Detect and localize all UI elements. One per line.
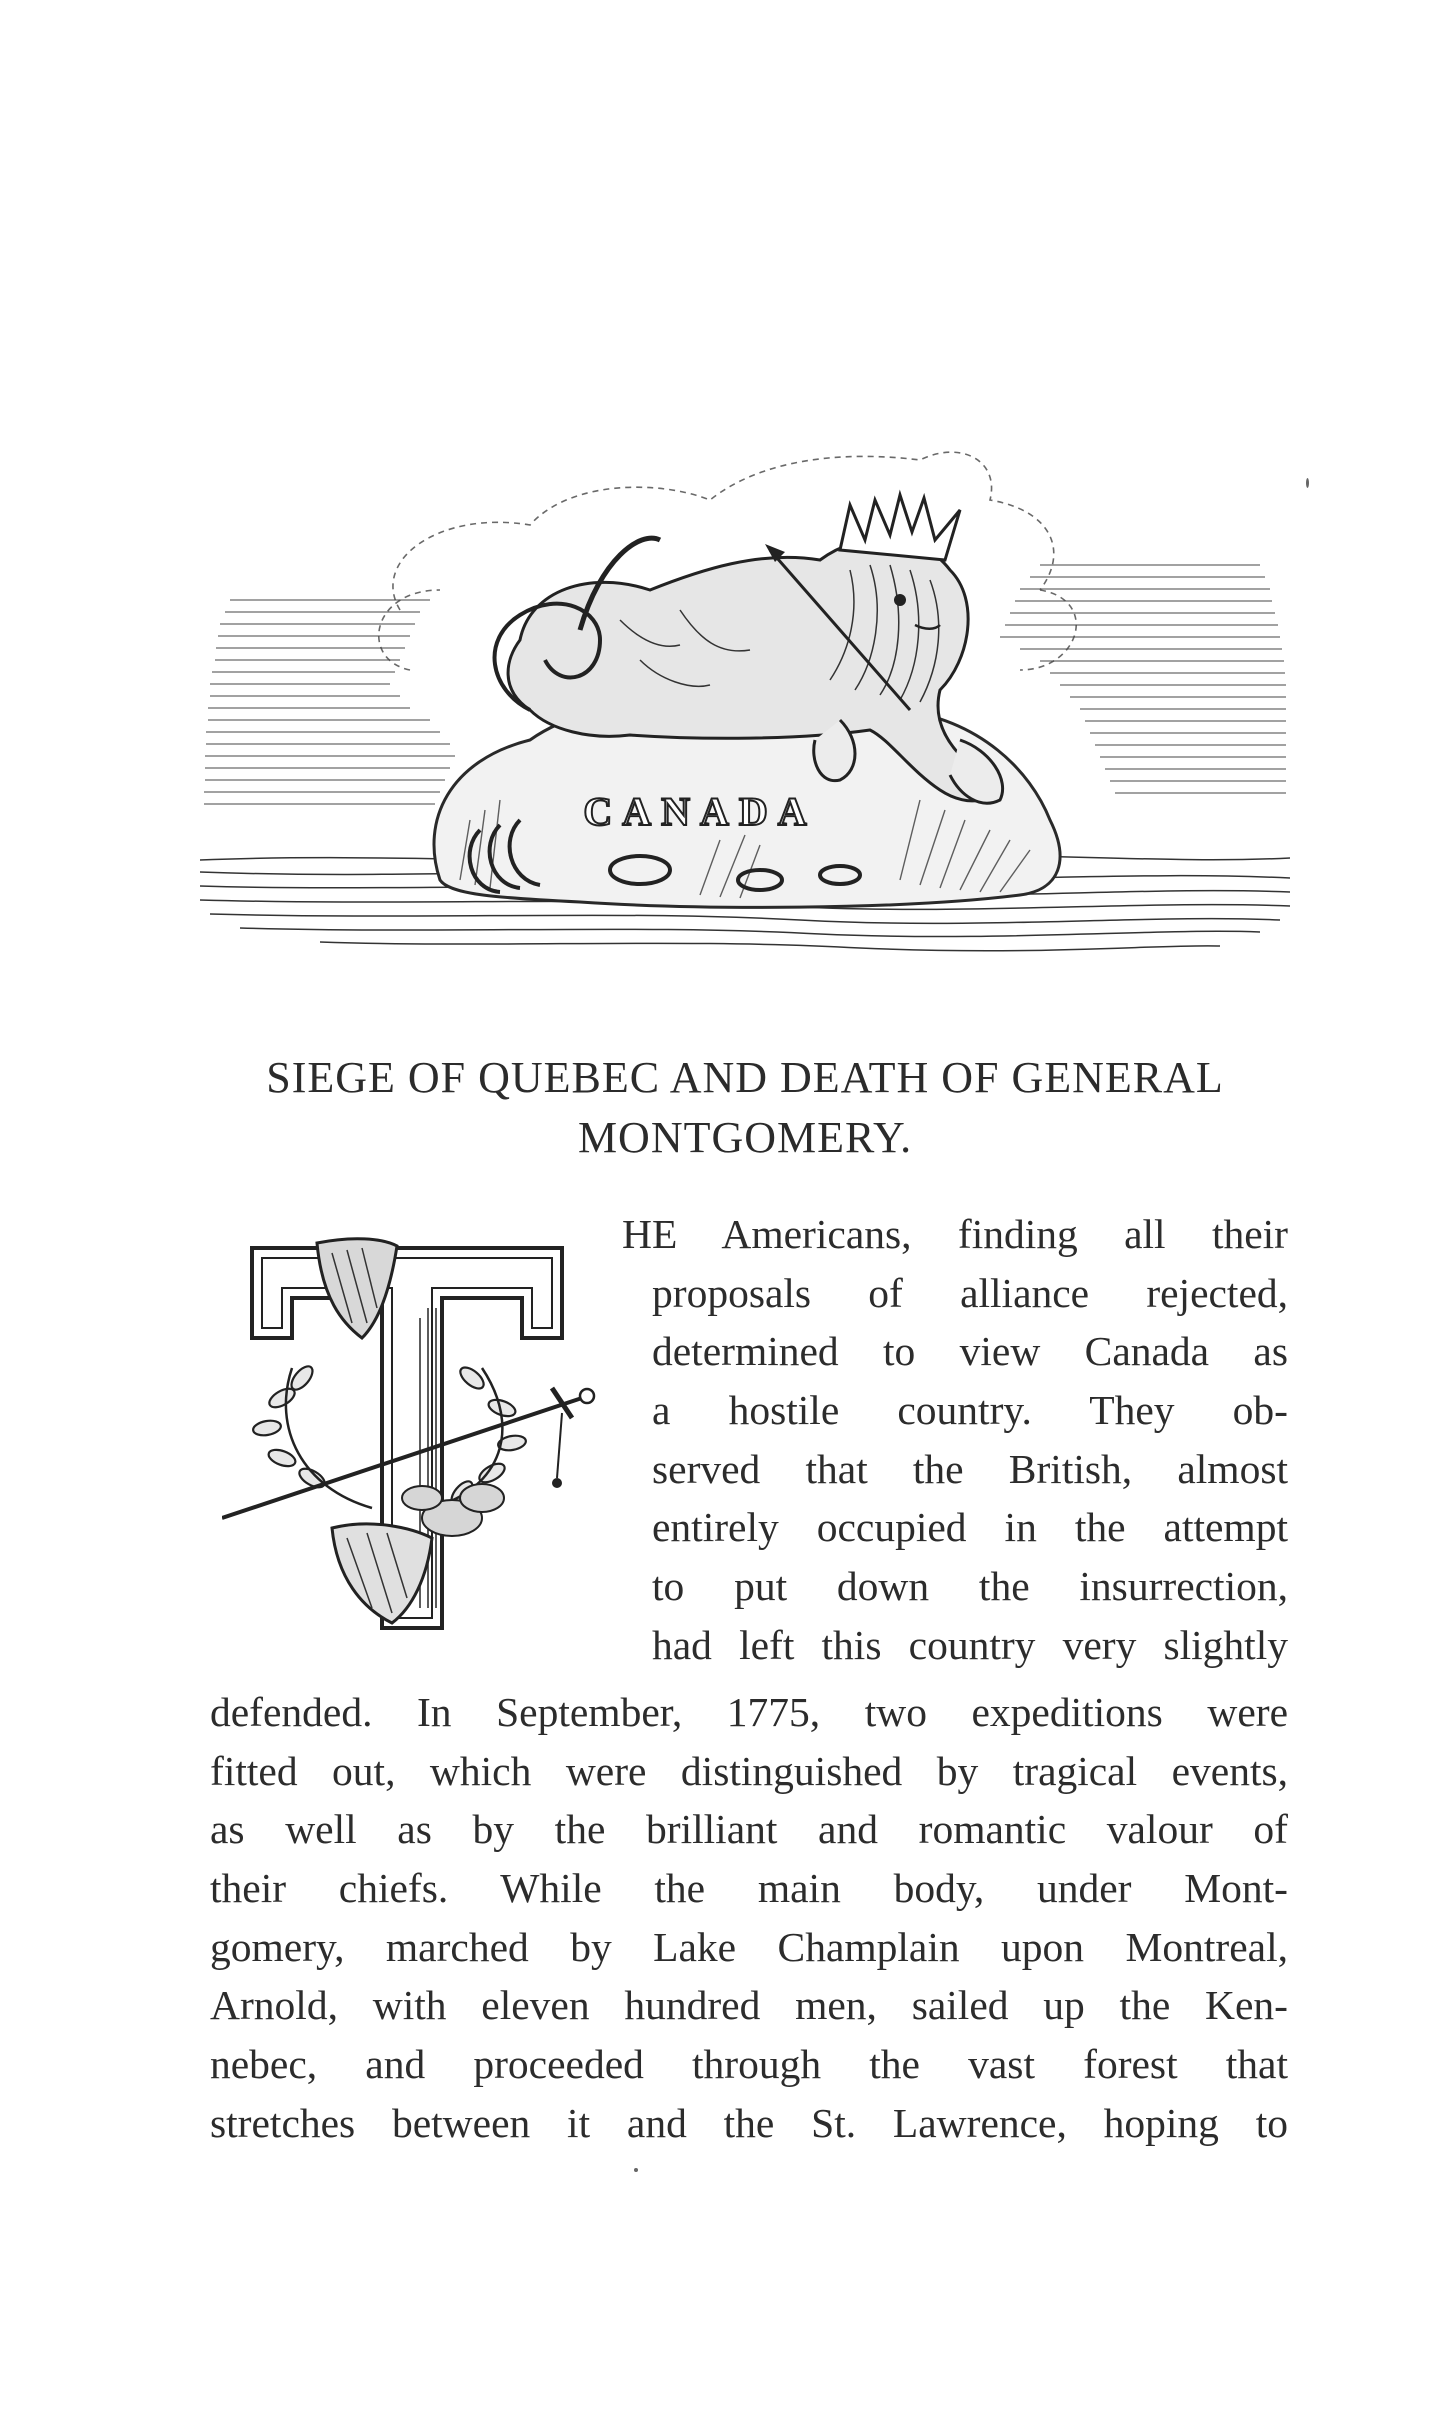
chapter-heading-line-1: SIEGE OF QUEBEC AND DEATH OF GENERAL [266, 1053, 1224, 1102]
text-full-width [210, 1683, 1288, 2163]
text-line: gomery, marched by Lake Champlain upon Montreal, [210, 1923, 1288, 1970]
text-line: proposals of alliance rejected, [652, 1269, 1288, 1316]
text-line: to put down the insurrection, [652, 1563, 1288, 1610]
rock-inscription: CANADA [583, 789, 817, 834]
text-line: stretches between it and the St. Lawrence, hoping to [210, 2099, 1288, 2146]
text-line: determined to view Canada as [652, 1328, 1288, 1375]
text-line: served that the British, almost [652, 1445, 1288, 1492]
scan-speck [1306, 478, 1309, 488]
text-line: a hostile country. They ob- [652, 1387, 1288, 1434]
scan-speck [634, 2168, 638, 2172]
text-line: defended. In September, 1775, two expeditions were [210, 1689, 1288, 1735]
decorated-initial-t-engraving [222, 1228, 632, 1648]
text-line: Arnold, with eleven hundred men, sailed up the Ken- [210, 1982, 1288, 2029]
lion-on-rock-engraving [200, 440, 1290, 970]
text-line: fitted out, which were distinguished by tragical events, [210, 1747, 1288, 1794]
decorated-initial [222, 1228, 632, 1648]
text-line: had left this country very slightly [652, 1621, 1288, 1668]
engraving-vignette [200, 440, 1290, 970]
text-line: entirely occupied in the attempt [652, 1504, 1288, 1551]
text-beside-initial [622, 1205, 1288, 1685]
text-line: as well as by the brilliant and romantic valour of [210, 1806, 1288, 1853]
text-line: HE Americans, finding all their [622, 1211, 1288, 1257]
text-line: their chiefs. While the main body, under Mont- [210, 1865, 1288, 1912]
chapter-heading-line-2: MONTGOMERY. [577, 1113, 913, 1162]
text-line: nebec, and proceeded through the vast forest that [210, 2041, 1288, 2088]
